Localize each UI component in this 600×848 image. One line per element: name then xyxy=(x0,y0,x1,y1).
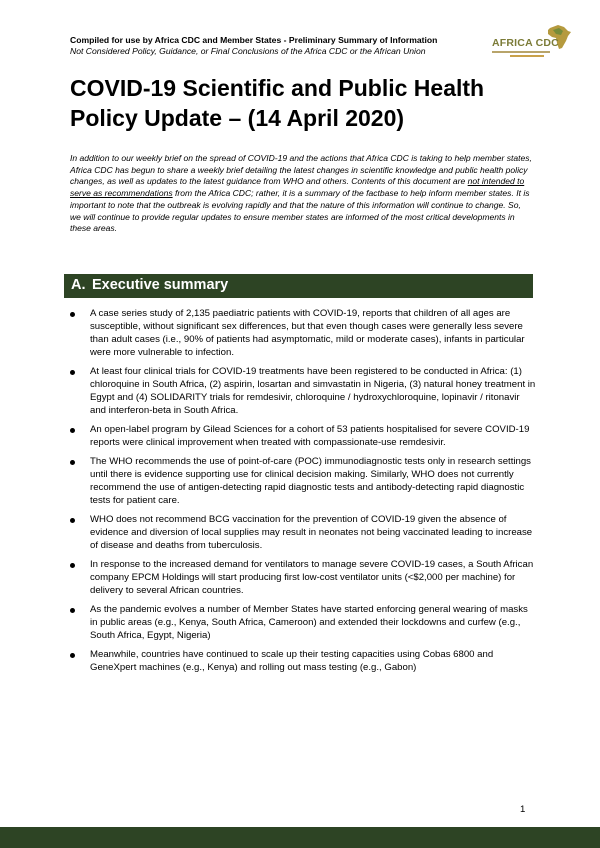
summary-bullet xyxy=(70,603,536,642)
header-disclaimer-line: Not Considered Policy, Guidance, or Final Conclusions of the Africa CDC or the African Union xyxy=(70,46,426,56)
summary-bullet xyxy=(70,307,536,359)
bullet-text: As the pandemic evolves a number of Member States have started enforcing general wearing of masks in public areas (e.g., Kenya, South Africa, Cameroon) and extended their lockdowns and curfew (e.g., South Africa, Egypt, Nigeria) xyxy=(90,604,528,641)
bullet-dot-icon xyxy=(70,563,75,568)
intro-paragraph xyxy=(70,153,532,235)
bullet-dot-icon xyxy=(70,518,75,523)
footer-bar xyxy=(0,827,600,848)
intro-text-part-2: from the Africa CDC; rather, it is a summary of the factbase to help inform member states. It is important to note that the outbreak is evolving rapidly and that the nature of this information will continue to change. So, we will continue to provide regular updates to ensure member states are informed of the most critical developments in these areas. xyxy=(70,188,530,234)
section-letter: A. xyxy=(71,277,86,293)
logo-tagline-line xyxy=(492,51,550,53)
intro-underlined-text: not intended to serve as recommendations xyxy=(70,176,525,199)
page-title: COVID-19 Scientific and Public Health Policy Update – (14 April 2020) xyxy=(70,75,485,131)
page-number: 1 xyxy=(520,804,526,815)
summary-bullet xyxy=(70,513,536,552)
summary-bullet xyxy=(70,455,536,507)
bullet-text: The WHO recommends the use of point-of-care (POC) immunodiagnostic tests only in research settings until there is evidence supporting use for clinical decision making. Similarly, WHO does not currently recommend the use of antigen-detecting rapid diagnostic tests and antibody-detecting rapid diagnostic tests for patient care. xyxy=(90,456,531,506)
header-compiled-line: Compiled for use by Africa CDC and Member States - Preliminary Summary of Information xyxy=(70,35,438,45)
bullet-dot-icon xyxy=(70,608,75,613)
executive-summary-list xyxy=(70,307,536,680)
africa-cdc-logo xyxy=(492,22,576,62)
bullet-text: Meanwhile, countries have continued to scale up their testing capacities using Cobas 6800 and GeneXpert machines (e.g., Kenya) and rolling out mass testing (e.g., Gabon) xyxy=(90,649,494,673)
bullet-text: An open-label program by Gilead Sciences for a cohort of 53 patients hospitalised for severe COVID-19 reports were clinical improvement when treated with compassionate-use remdesivir. xyxy=(90,424,530,448)
bullet-dot-icon xyxy=(70,370,75,375)
summary-bullet xyxy=(70,648,536,674)
summary-bullet xyxy=(70,365,536,417)
bullet-text: At least four clinical trials for COVID-19 treatments have been registered to be conducted in Africa: (1) chloroquine in South Africa, (2) aspirin, losartan and simvastatin in Nigeria, (3) natural honey treatment in Egypt and (4) SOLIDARITY trials for remdesivir, chloroquine / hydroxychloroquine, lopinavir / ritonavir and interferon-beta in South Africa. xyxy=(90,366,536,416)
document-header xyxy=(70,35,490,57)
bullet-dot-icon xyxy=(70,428,75,433)
section-title: Executive summary xyxy=(92,277,229,293)
bullet-dot-icon xyxy=(70,460,75,465)
intro-text-part-1: In addition to our weekly brief on the spread of COVID-19 and the actions that Africa CDC is taking to help member states, Africa CDC has begun to share a weekly brief detailing the latest changes in scientific knowledge and public health policy changes, as well as updates to the latest guidance from WHO and others. Contents of this document are xyxy=(70,153,532,187)
summary-bullet xyxy=(70,423,536,449)
bullet-dot-icon xyxy=(70,653,75,658)
bullet-dot-icon xyxy=(70,312,75,317)
bullet-text: In response to the increased demand for ventilators to manage severe COVID-19 cases, a South African company EPCM Holdings will start producing first low-cost ventilator units (<$2,000 per machine) for delivery to several African countries. xyxy=(90,559,534,596)
bullet-text: A case series study of 2,135 paediatric patients with COVID-19, reports that children of all ages are susceptible, without significant sex differences, but that even though cases were generally less severe than adult cases (i.e., 90% of patients had asymptomatic, mild or moderate cases), infants in particular were more vulnerable to infection. xyxy=(90,308,525,358)
summary-bullet xyxy=(70,558,536,597)
logo-text: AFRICA CDC xyxy=(492,37,559,49)
logo-tagline-line-2 xyxy=(510,55,544,57)
section-header-executive-summary xyxy=(64,274,533,298)
bullet-text: WHO does not recommend BCG vaccination for the prevention of COVID-19 given the absence of evidence and diversion of local supplies may result in neonates not being vaccinated leading to increase of disease and deaths from tuberculosis. xyxy=(90,514,533,551)
